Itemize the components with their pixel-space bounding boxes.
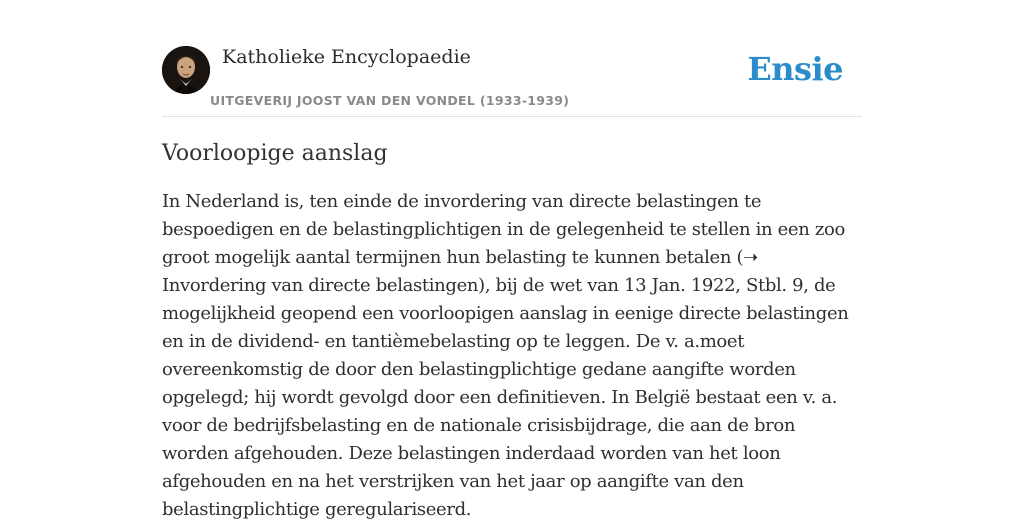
article-card (162, 40, 862, 524)
source-header (162, 40, 862, 117)
article-body-end: ), bij de wet van 13 Jan. 1922, Stbl. 9, de mogelijkheid geopend een voorloopigen aanslag in eenige directe belastingen en in de dividend- en tantièmebelasting op te leggen. De v. a.moet overeenkomstig de door den belastingplichtige gedane aangifte worden opgelegd; hij wordt gevolgd door een definitieven. In België bestaat een v. a. voor de bedrijfsbelasting en de nationale crisisbijdrage, die aan de bron worden afgehouden. Deze belastingen inderdaad worden van het loon afgehouden en na het verstrijken van het jaar op aangifte van den belastingplichtige geregulariseerd. (162, 275, 849, 520)
portrait-icon (162, 46, 210, 94)
article-body-start: In Nederland is, ten einde de invordering van directe belastingen te bespoedigen en de belastingplichtigen in de gelegenheid te stellen in een zoo groot mogelijk aantal termijnen hun belasting te kunnen betalen ( (162, 191, 845, 268)
cross-reference-link[interactable]: ➝ Invordering van directe belastingen (162, 247, 758, 296)
source-name[interactable]: Katholieke Encyclopaedie (222, 46, 471, 68)
page-title: Voorloopige aanslag (162, 141, 388, 166)
publisher-label: UITGEVERIJ JOOST VAN DEN VONDEL (1933-1939) (210, 93, 570, 108)
article-body (162, 188, 862, 524)
brand-logo[interactable]: Ensie (747, 50, 843, 88)
